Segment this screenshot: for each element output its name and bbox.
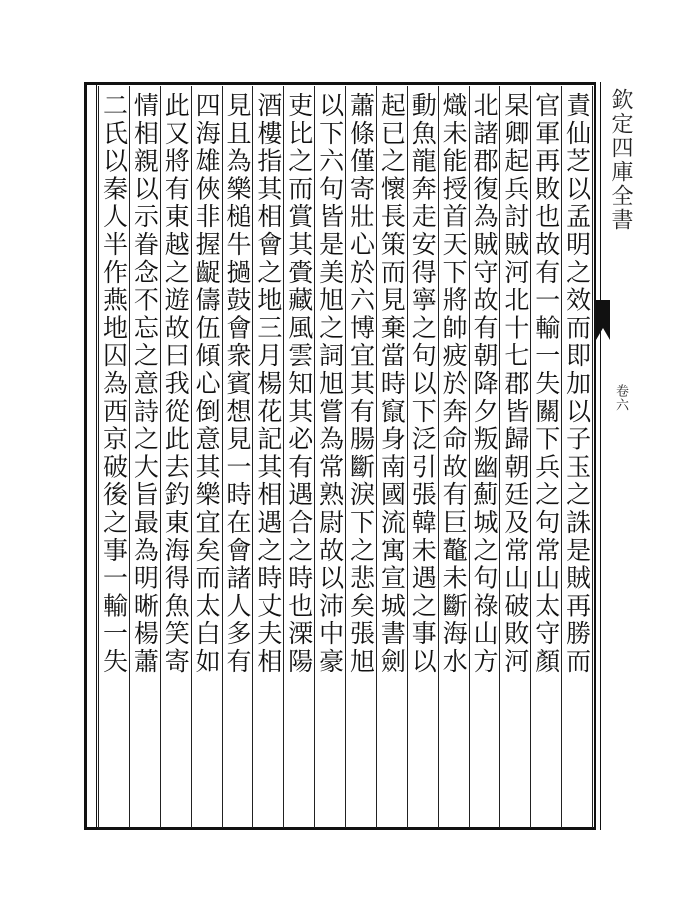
juan-label: 卷六 xyxy=(613,384,628,412)
column-text: 見且為樂槌牛撾鼓會衆賓想見一時在會諸人多有 xyxy=(222,92,252,676)
column-text: 熾未能授首天下將帥疲於奔命故有巨鼇未斷海水 xyxy=(439,92,469,676)
text-column xyxy=(498,92,532,822)
text-column xyxy=(96,92,130,822)
column-text: 責仙芝以孟明之效而即加以子玉之誅是賊再勝而 xyxy=(562,92,592,676)
text-column xyxy=(282,92,316,822)
text-column xyxy=(529,92,563,822)
column-text: 蕭條僅寄壯心於六博宜其有腸斷淚下之悲矣張旭 xyxy=(346,92,376,676)
column-text: 二氏以秦人半作燕地囚為西京破後之事一輸一失 xyxy=(99,92,129,676)
column-text: 杲卿起兵討賊河北十七郡皆歸朝廷及常山破敗河 xyxy=(500,92,530,676)
center-fold-rule-inner xyxy=(600,82,601,830)
text-column xyxy=(405,92,439,822)
column-text: 起已之懷長策而見棄當時竄身南國流寓宣城書劍 xyxy=(377,92,407,676)
column-text: 四海雄俠非握齪儔伍傾心倒意其樂宜矣而太白如 xyxy=(192,92,222,676)
text-column xyxy=(158,92,192,822)
text-column xyxy=(189,92,223,822)
text-column xyxy=(127,92,161,822)
text-column xyxy=(220,92,254,822)
text-column xyxy=(436,92,470,822)
column-text: 吏比之而賞其賫藏風雲知其必有遇合之時也溧陽 xyxy=(284,92,314,676)
column-text: 此又將有東越之遊故曰我從此去釣東海得魚笑寄 xyxy=(161,92,191,676)
column-text: 以下六句皆是美旭之詞旭嘗為常熟尉故以沛中豪 xyxy=(315,92,345,676)
fishtail-mark-icon xyxy=(596,300,610,340)
text-column xyxy=(467,92,501,822)
text-column xyxy=(343,92,377,822)
column-text: 北諸郡復為賊守故有朝降夕叛幽薊城之句祿山方 xyxy=(469,92,499,676)
column-text: 動魚龍奔走安得寧之句以下泛引張韓未遇之事以 xyxy=(408,92,438,676)
text-column xyxy=(251,92,285,822)
text-column xyxy=(560,92,594,822)
text-column xyxy=(374,92,408,822)
running-title: 欽定四庫全書 xyxy=(608,88,633,232)
column-text: 情相親以示眷念不忘之意詩之大旨最為明晰楊蕭 xyxy=(130,92,160,676)
column-text: 酒樓指其相會之地三月楊花記其相遇之時丈夫相 xyxy=(253,92,283,676)
column-text: 官軍再敗也故有一輸一失關下兵之句常山太守顏 xyxy=(531,92,561,676)
text-column xyxy=(313,92,347,822)
center-fold-rule xyxy=(594,82,596,830)
